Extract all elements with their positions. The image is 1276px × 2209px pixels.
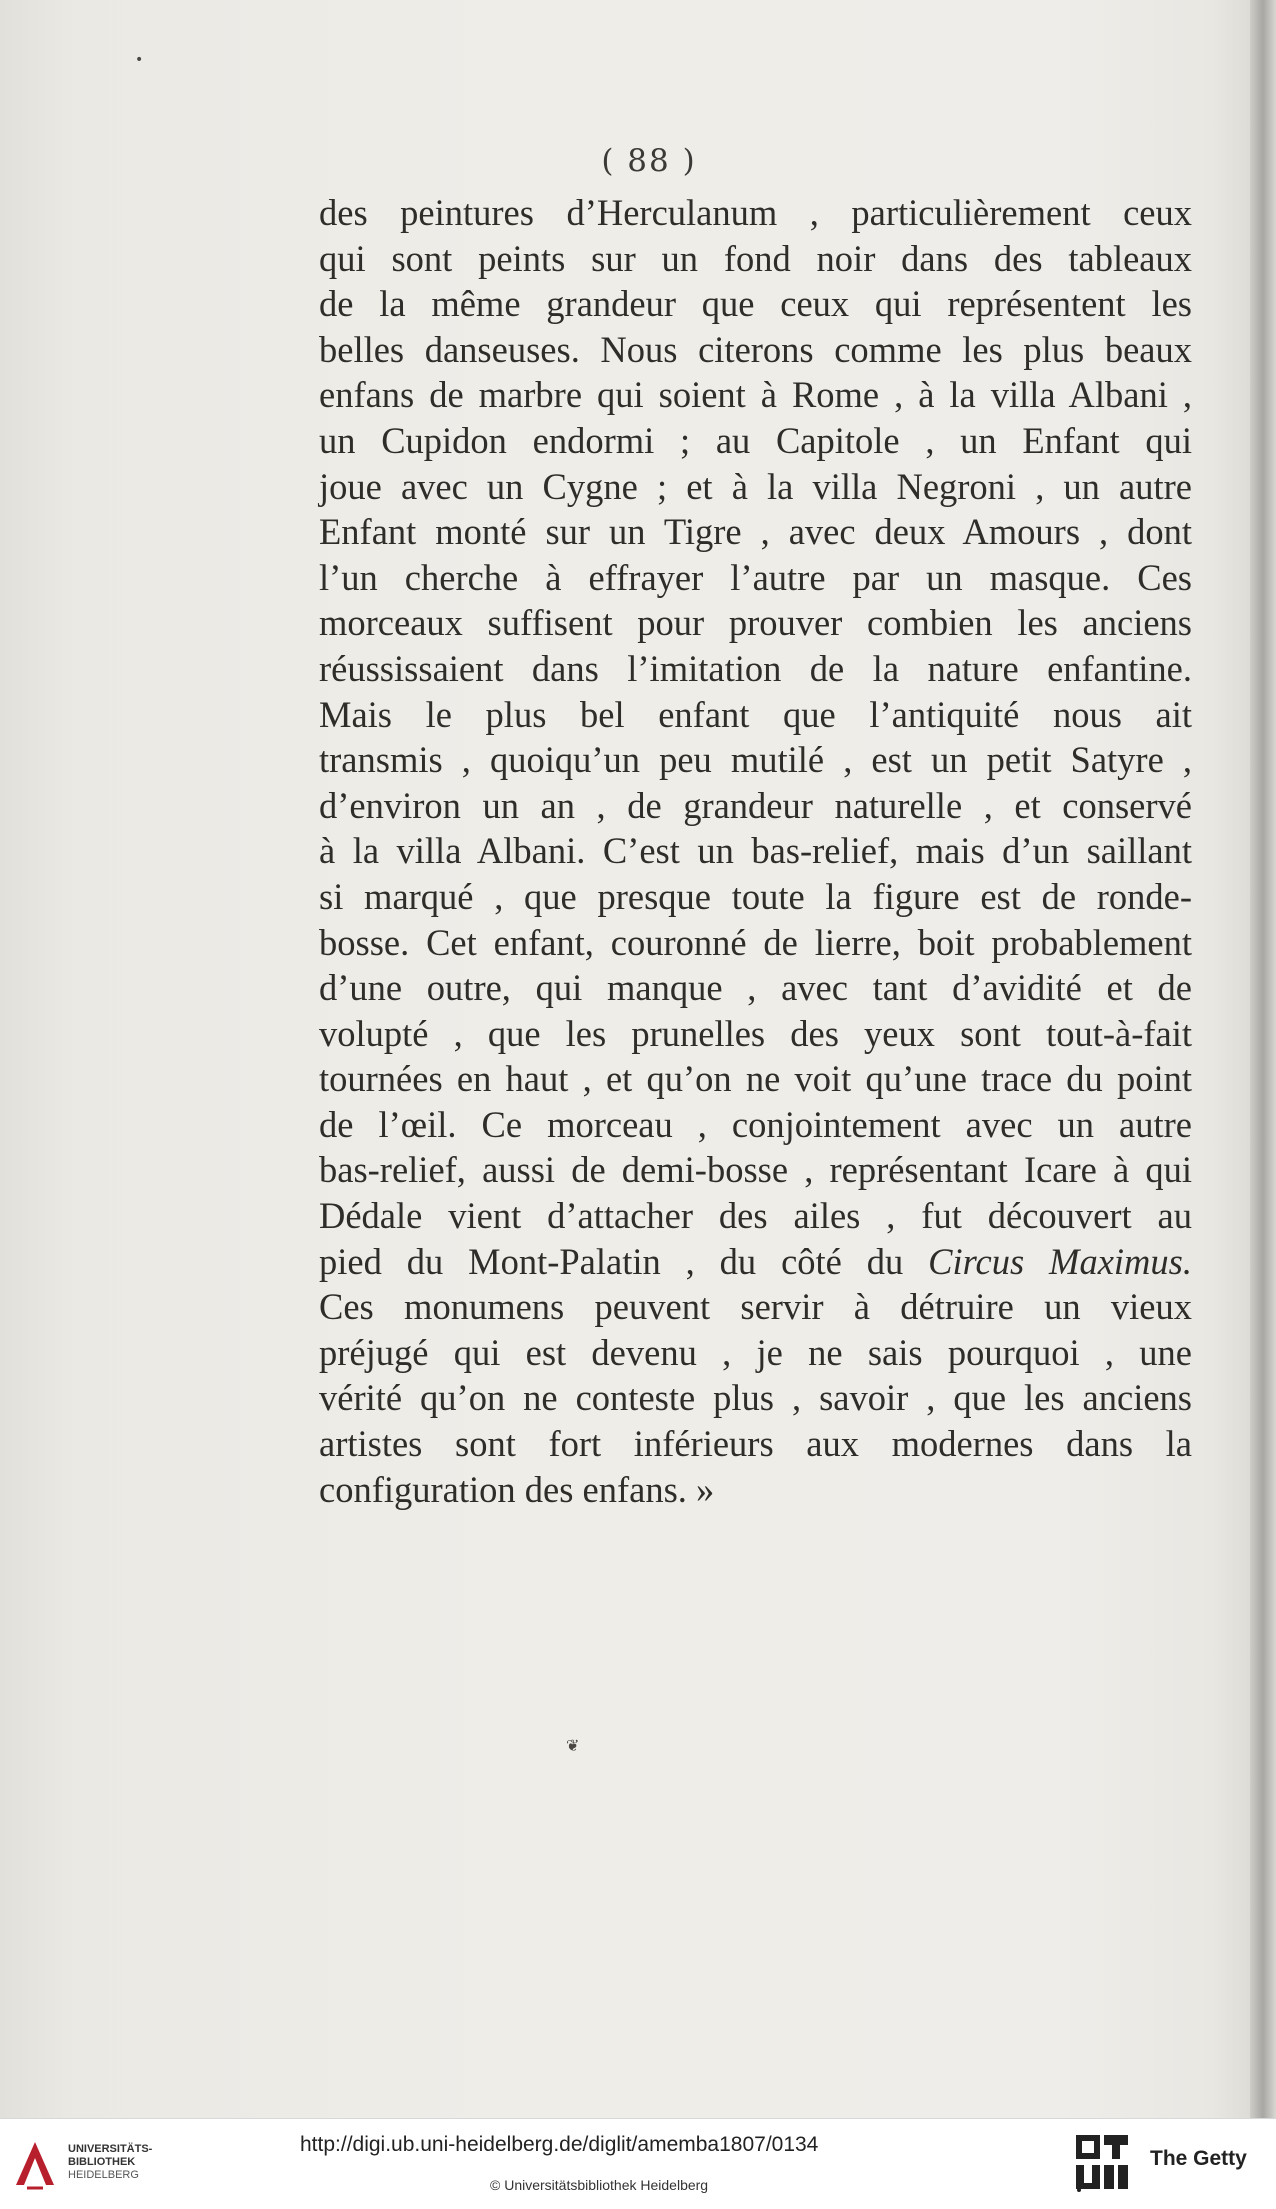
text-line: Dédale vient d’attacher des ailes , fut découvert au xyxy=(319,1195,1192,1237)
text-line: un Cupidon endormi ; au Capitole , un Enfant qui xyxy=(319,419,1192,461)
text-line: qui sont peints sur un fond noir dans des tableaux xyxy=(319,237,1192,279)
text-line: configuration des enfans. » xyxy=(319,1468,715,1510)
library-name-line: HEIDELBERG xyxy=(68,2169,139,2181)
text-line: réussissaient dans l’imitation de la nature enfantine. xyxy=(319,647,1192,689)
text-line: joue avec un Cygne ; et à la villa Negroni , un autre xyxy=(319,465,1192,507)
text-line: bosse. Cet enfant, couronné de lierre, boit probablement xyxy=(319,921,1192,963)
university-library-name xyxy=(68,2143,152,2182)
source-url-link[interactable]: http://digi.ub.uni-heidelberg.de/diglit/amemba1807/0134 xyxy=(300,2133,819,2156)
text-line: préjugé qui est devenu , je ne sais pourquoi , une xyxy=(319,1331,1192,1373)
text-line: d’environ un an , de grandeur naturelle , et conservé xyxy=(319,784,1192,826)
text-line: de l’œil. Ce morceau , conjointement avec un autre xyxy=(319,1103,1192,1145)
text-line: morceaux suffisent pour prouver combien les anciens xyxy=(319,602,1192,644)
text-line: bas-relief, aussi de demi-bosse , représentant Icare à qui xyxy=(319,1149,1192,1191)
page-edge-shadow xyxy=(1250,0,1276,2118)
ink-speck-mark: • xyxy=(135,52,144,68)
text-line: si marqué , que presque toute la figure est de ronde- xyxy=(319,875,1192,917)
text-line: pied du Mont-Palatin , du côté du Circus Maximus. xyxy=(319,1240,1192,1282)
text-line: Ces monumens peuvent servir à détruire un vieux xyxy=(319,1286,1192,1328)
ink-blot-mark: ❦ xyxy=(566,1736,580,1755)
library-name-line: BIBLIOTHEK xyxy=(68,2156,136,2168)
copyright-notice: © Universitätsbibliothek Heidelberg xyxy=(490,2177,709,2193)
library-name-line: UNIVERSITÄTS- xyxy=(68,2143,153,2155)
text-line: artistes sont fort inférieurs aux modernes dans la xyxy=(319,1423,1192,1465)
text-line: à la villa Albani. C’est un bas-relief, mais d’un saillant xyxy=(319,830,1192,872)
text-line: enfans de marbre qui soient à Rome , à la villa Albani , xyxy=(319,374,1192,416)
text-line: des peintures d’Herculanum , particulièrement ceux xyxy=(319,192,1192,233)
getty-logo-icon xyxy=(1074,2133,1130,2193)
text-line: belles danseuses. Nous citerons comme les plus beaux xyxy=(319,328,1192,370)
text-line: Mais le plus bel enfant que l’antiquité nous ait xyxy=(319,693,1192,735)
text-line: l’un cherche à effrayer l’autre par un masque. Ces xyxy=(319,556,1192,598)
text-line: de la même grandeur que ceux qui représentent les xyxy=(319,283,1192,325)
text-line: volupté , que les prunelles des yeux sont tout-à-fait xyxy=(319,1012,1192,1054)
text-line: transmis , quoiqu’un peu mutilé , est un petit Satyre , xyxy=(319,739,1192,781)
text-line: tournées en haut , et qu’on ne voit qu’une trace du point xyxy=(319,1058,1192,1100)
text-line: Enfant monté sur un Tigre , avec deux Amours , dont xyxy=(319,511,1192,553)
footer-bar xyxy=(0,2118,1276,2209)
body-text xyxy=(319,190,1192,1512)
page-number: ( 88 ) xyxy=(601,143,697,179)
text-line: d’une outre, qui manque , avec tant d’avidité et de xyxy=(319,967,1192,1009)
getty-name: The Getty xyxy=(1150,2147,1247,2170)
university-library-logo-icon xyxy=(12,2139,58,2191)
text-line: vérité qu’on ne conteste plus , savoir , que les anciens xyxy=(319,1377,1192,1419)
